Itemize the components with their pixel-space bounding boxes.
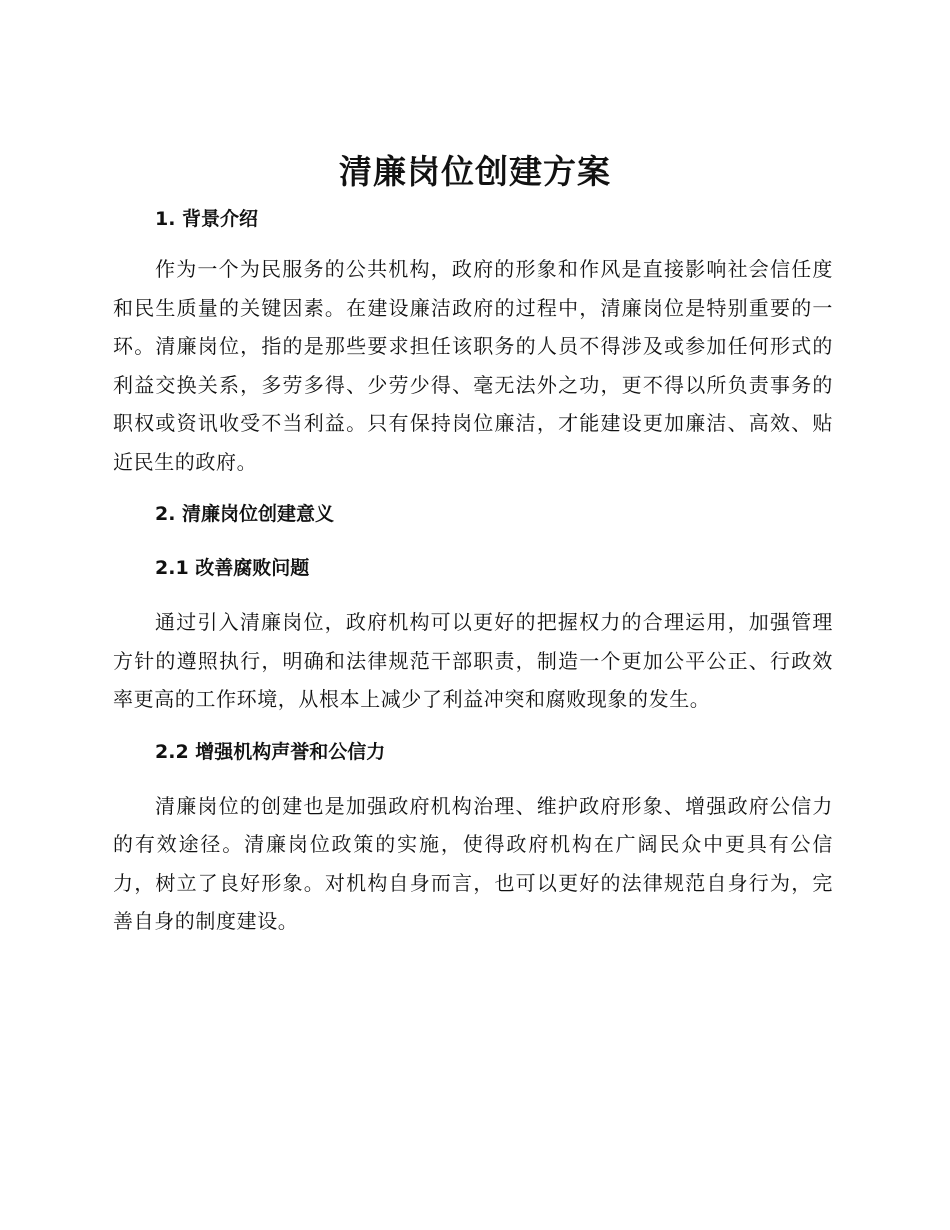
document-title: 清廉岗位创建方案 <box>339 152 611 191</box>
section-heading-credibility: 2.2 增强机构声誉和公信力 <box>155 740 386 763</box>
section-heading-corruption: 2.1 改善腐败问题 <box>155 557 310 579</box>
section-heading-significance: 2. 清廉岗位创建意义 <box>155 503 335 525</box>
paragraph-credibility: 清廉岗位的创建也是加强政府机构治理、维护政府形象、增强政府公信力的有效途径。清廉岗位政策的实施，使得政府机构在广阔民众中更具有公信力，树立了良好形象。对机构自身而言，也可以更好的法律规范自身行为，完善自身的制度建设。 <box>113 793 833 933</box>
paragraph-background: 作为一个为民服务的公共机构，政府的形象和作风是直接影响社会信任度和民生质量的关键因素。在建设廉洁政府的过程中，清廉岗位是特别重要的一环。清廉岗位，指的是那些要求担任该职务的人员不得涉及或参加任何形式的利益交换关系，多劳多得、少劳少得、毫无法外之功，更不得以所负责事务的职权或资讯收受不当利益。只有保持岗位廉洁，才能建设更加廉洁、高效、贴近民生的政府。 <box>113 257 833 474</box>
document-body <box>113 202 833 941</box>
section-heading-background: 1. 背景介绍 <box>155 208 259 230</box>
paragraph-corruption: 通过引入清廉岗位，政府机构可以更好的把握权力的合理运用，加强管理方针的遵照执行，明确和法律规范干部职责，制造一个更加公平公正、行政效率更高的工作环境，从根本上减少了利益冲突和腐败现象的发生。 <box>113 610 833 711</box>
